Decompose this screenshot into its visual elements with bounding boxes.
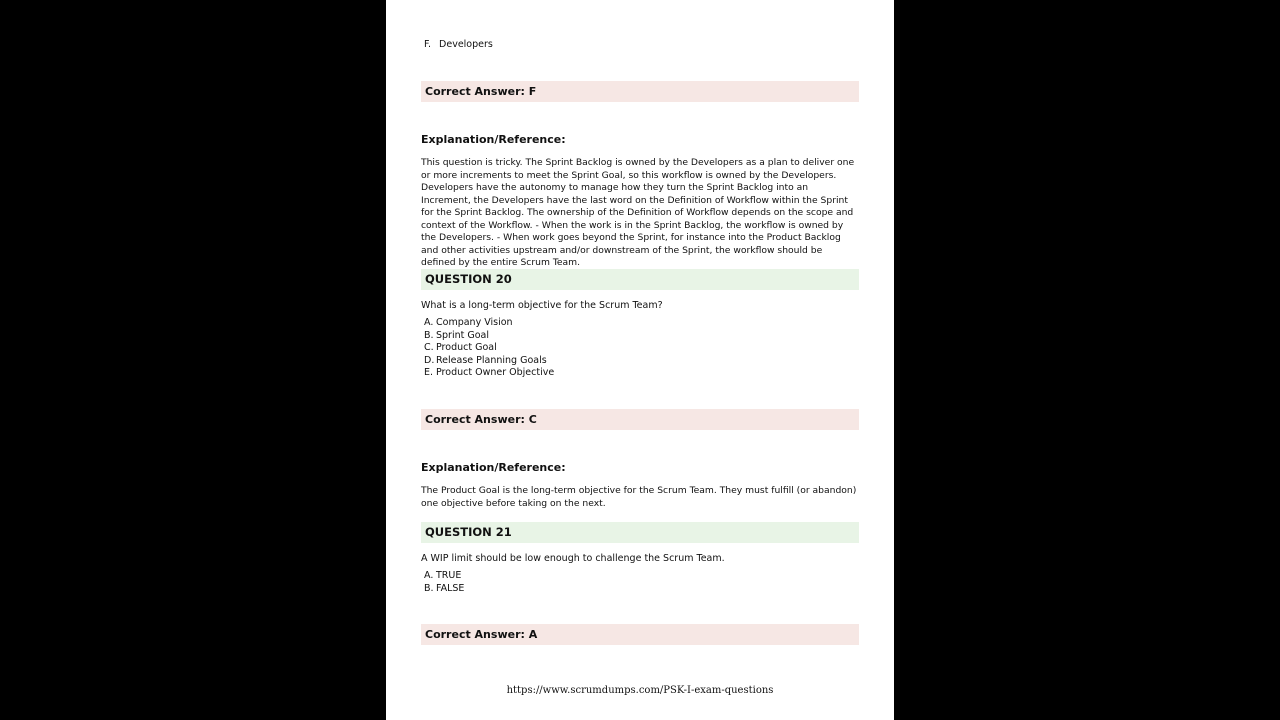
question-21-header: QUESTION 21 xyxy=(421,522,859,543)
explanation-heading: Explanation/Reference: xyxy=(421,461,566,474)
explanation-text: The Product Goal is the long-term objective for the Scrum Team. They must fulfill (or abandon) one objective before taking on the next. xyxy=(421,485,857,509)
question-20-text: What is a long-term objective for the Scrum Team? xyxy=(421,300,663,311)
option-text: Developers xyxy=(439,39,493,50)
correct-answer-banner: Correct Answer: A xyxy=(421,624,859,645)
option-b: B. Sprint Goal xyxy=(424,329,490,341)
explanation-heading: Explanation/Reference: xyxy=(421,133,566,146)
option-d: D. Release Planning Goals xyxy=(424,354,547,366)
option-b: B. FALSE xyxy=(424,582,465,594)
option-e: E. Product Owner Objective xyxy=(424,367,555,378)
correct-answer-banner: Correct Answer: C xyxy=(421,409,859,430)
option-a: A. TRUE xyxy=(424,570,462,581)
explanation-text: This question is tricky. The Sprint Backlog is owned by the Developers as a plan to deliver one or more increments to meet the Sprint Goal, so this workflow is owned by the Developers. Developers have the autonomy to manage how they turn the Sprint Backlog into an Increment, the Developers have the last word on the Definition of Workflow within the Sprint for the Sprint Backlog. The ownership of the Definition of Workflow depends on the scope and context of the Workflow. - When the work is in the Sprint Backlog, the workflow is owned by the Developers. - When work goes beyond the Sprint, for instance into the Product Backlog and other activities upstream and/or downstream of the Sprint, the workflow should be defined by the entire Scrum Team. xyxy=(421,157,855,268)
option-letter: F. xyxy=(424,39,431,50)
correct-answer-banner: Correct Answer: F xyxy=(421,81,859,102)
option-c: C. Product Goal xyxy=(424,342,497,353)
footer-url: https://www.scrumdumps.com/PSK-I-exam-questions xyxy=(506,685,774,696)
question-20-header: QUESTION 20 xyxy=(421,269,859,290)
question-21-text: A WIP limit should be low enough to challenge the Scrum Team. xyxy=(421,553,725,564)
option-a: A. Company Vision xyxy=(424,317,513,328)
document-page xyxy=(386,0,894,720)
